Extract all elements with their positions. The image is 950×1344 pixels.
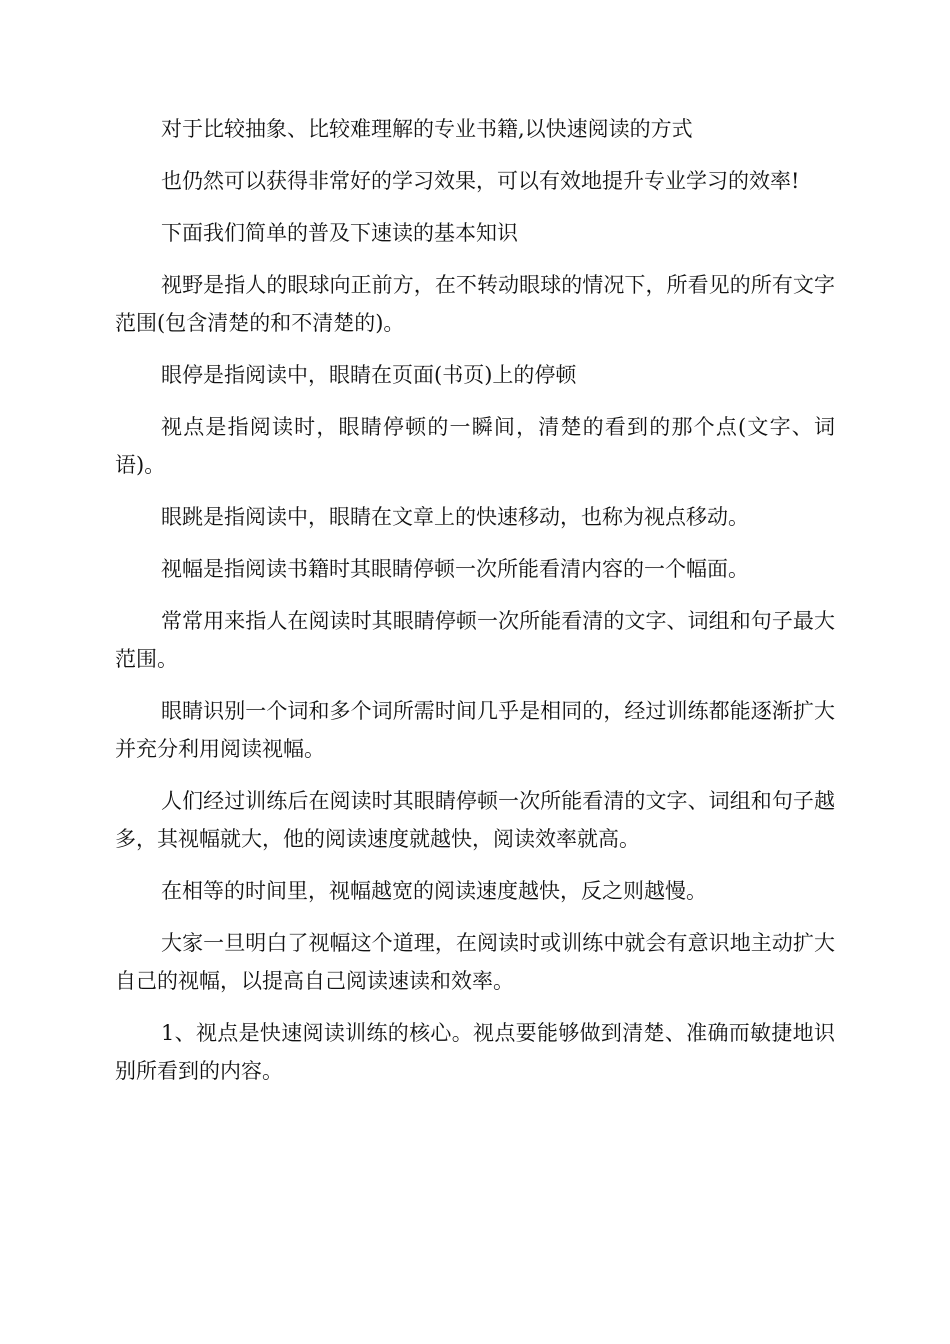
paragraph: 对于比较抽象、比较难理解的专业书籍,以快速阅读的方式: [161, 117, 693, 141]
paragraph: 视幅是指阅读书籍时其眼睛停顿一次所能看清内容的一个幅面。: [161, 557, 749, 581]
paragraph: 人们经过训练后在阅读时其眼睛停顿一次所能看清的文字、词组和句子越多，其视幅就大，他的阅读速度就越快，阅读效率就高。: [115, 789, 835, 851]
paragraph: 下面我们简单的普及下速读的基本知识: [161, 221, 518, 245]
paragraph: 眼睛识别一个词和多个词所需时间几乎是相同的，经过训练都能逐渐扩大并充分利用阅读视幅。: [115, 699, 835, 761]
paragraph: 也仍然可以获得非常好的学习效果，可以有效地提升专业学习的效率!: [161, 169, 800, 193]
paragraph: 眼跳是指阅读中，眼睛在文章上的快速移动，也称为视点移动。: [161, 505, 749, 529]
document-body: [115, 110, 835, 1104]
paragraph: 在相等的时间里，视幅越宽的阅读速度越快，反之则越慢。: [161, 879, 707, 903]
paragraph: 视点是指阅读时，眼睛停顿的一瞬间，清楚的看到的那个点(文字、词语)。: [115, 415, 835, 477]
paragraph: 大家一旦明白了视幅这个道理，在阅读时或训练中就会有意识地主动扩大自己的视幅，以提高自己阅读速读和效率。: [115, 931, 835, 993]
paragraph: 常常用来指人在阅读时其眼睛停顿一次所能看清的文字、词组和句子最大范围。: [115, 609, 835, 671]
paragraph: 眼停是指阅读中，眼睛在页面(书页)上的停顿: [161, 363, 577, 387]
paragraph: 1、视点是快速阅读训练的核心。视点要能够做到清楚、准确而敏捷地识别所看到的内容。: [115, 1021, 835, 1083]
paragraph: 视野是指人的眼球向正前方，在不转动眼球的情况下，所看见的所有文字范围(包含清楚的和不清楚的)。: [115, 273, 835, 335]
